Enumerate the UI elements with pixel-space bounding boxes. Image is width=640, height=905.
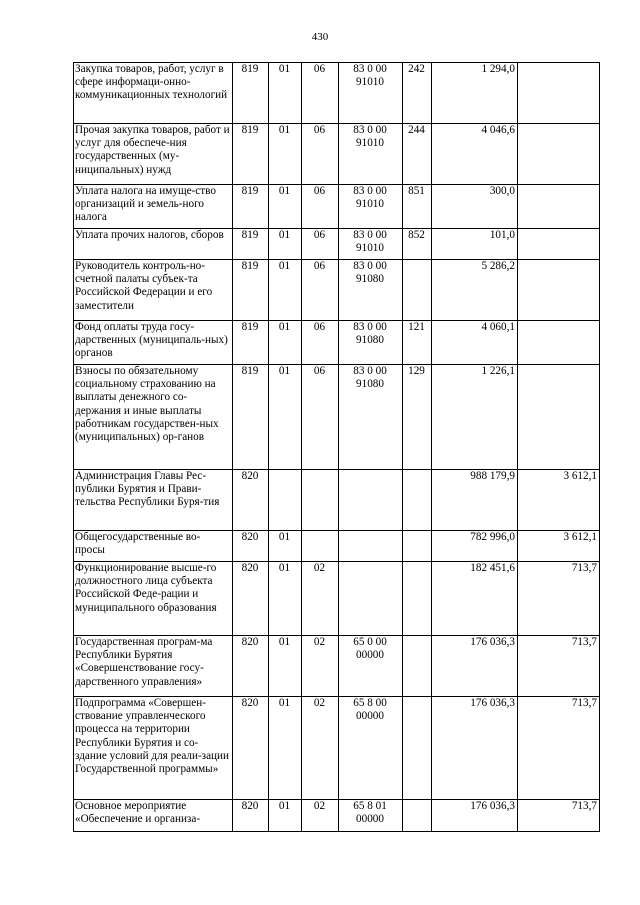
table-row — [74, 562, 600, 636]
row-name-cell: Подпрограмма «Совершен-ствование управленческого процесса на территории Республики Бурятия и со-здание условий для реали-зации Государственной программы» — [74, 697, 233, 800]
amount-cell: 176 036,3 — [432, 800, 518, 832]
row-name-cell: Государственная програм-ма Республики Бурятия «Совершенствование госу-дарственного управления» — [74, 636, 233, 697]
table-row — [74, 365, 600, 470]
admin-code-cell: 819 — [233, 321, 269, 365]
table-row — [74, 63, 600, 124]
subvention-amount-cell: 713,7 — [518, 562, 600, 636]
expense-type-cell: 851 — [403, 185, 432, 229]
row-name-cell: Прочая закупка товаров, работ и услуг для обеспече-ния государственных (му-ниципальных) нужд — [74, 124, 233, 185]
section-code-cell: 01 — [269, 185, 302, 229]
subsection-code-cell — [302, 470, 339, 531]
row-name-cell: Основное мероприятие «Обеспечение и организа- — [74, 800, 233, 832]
section-code-cell: 01 — [269, 321, 302, 365]
target-code-cell: 83 0 00 91080 — [339, 260, 403, 321]
subvention-amount-cell — [518, 185, 600, 229]
target-code-cell: 83 0 00 91010 — [339, 63, 403, 124]
subvention-amount-cell: 713,7 — [518, 800, 600, 832]
admin-code-cell: 820 — [233, 636, 269, 697]
table-row — [74, 260, 600, 321]
row-name-cell: Функционирование высше-го должностного лица субъекта Российской Феде-рации и муниципального образования — [74, 562, 233, 636]
subsection-code-cell: 06 — [302, 124, 339, 185]
subsection-code-cell — [302, 531, 339, 562]
row-name-cell: Общегосударственные во-просы — [74, 531, 233, 562]
target-code-cell: 65 8 00 00000 — [339, 697, 403, 800]
amount-cell: 300,0 — [432, 185, 518, 229]
table-row — [74, 800, 600, 832]
admin-code-cell: 819 — [233, 365, 269, 470]
table-row — [74, 321, 600, 365]
section-code-cell: 01 — [269, 365, 302, 470]
subvention-amount-cell — [518, 124, 600, 185]
subvention-amount-cell — [518, 365, 600, 470]
budget-table — [73, 62, 600, 832]
expense-type-cell — [403, 697, 432, 800]
amount-cell: 176 036,3 — [432, 697, 518, 800]
amount-cell: 182 451,6 — [432, 562, 518, 636]
amount-cell: 1 226,1 — [432, 365, 518, 470]
subsection-code-cell: 02 — [302, 800, 339, 832]
admin-code-cell: 819 — [233, 124, 269, 185]
admin-code-cell: 819 — [233, 229, 269, 260]
expense-type-cell: 121 — [403, 321, 432, 365]
subsection-code-cell: 02 — [302, 697, 339, 800]
table-row — [74, 470, 600, 531]
admin-code-cell: 819 — [233, 260, 269, 321]
amount-cell: 4 060,1 — [432, 321, 518, 365]
target-code-cell: 83 0 00 91080 — [339, 321, 403, 365]
expense-type-cell: 129 — [403, 365, 432, 470]
subvention-amount-cell — [518, 321, 600, 365]
row-name-cell: Взносы по обязательному социальному страхованию на выплаты денежного со-держания и иные выплаты работникам государствен-ных (муниципальных) ор-ганов — [74, 365, 233, 470]
admin-code-cell: 820 — [233, 800, 269, 832]
table-row — [74, 229, 600, 260]
amount-cell: 782 996,0 — [432, 531, 518, 562]
amount-cell: 1 294,0 — [432, 63, 518, 124]
admin-code-cell: 819 — [233, 63, 269, 124]
row-name-cell: Закупка товаров, работ, услуг в сфере информаци-онно-коммуникационных технологий — [74, 63, 233, 124]
expense-type-cell — [403, 562, 432, 636]
target-code-cell: 83 0 00 91080 — [339, 365, 403, 470]
row-name-cell: Руководитель контроль-но-счетной палаты субъек-та Российской Федерации и его заместители — [74, 260, 233, 321]
amount-cell: 101,0 — [432, 229, 518, 260]
subvention-amount-cell: 3 612,1 — [518, 470, 600, 531]
table-row — [74, 185, 600, 229]
subsection-code-cell: 06 — [302, 229, 339, 260]
expense-type-cell — [403, 470, 432, 531]
section-code-cell: 01 — [269, 531, 302, 562]
target-code-cell: 65 8 01 00000 — [339, 800, 403, 832]
subsection-code-cell: 06 — [302, 365, 339, 470]
expense-type-cell: 242 — [403, 63, 432, 124]
row-name-cell: Администрация Главы Рес-публики Бурятия и Прави-тельства Республики Буря-тия — [74, 470, 233, 531]
subsection-code-cell: 06 — [302, 321, 339, 365]
expense-type-cell — [403, 636, 432, 697]
section-code-cell: 01 — [269, 229, 302, 260]
subvention-amount-cell: 3 612,1 — [518, 531, 600, 562]
target-code-cell: 83 0 00 91010 — [339, 229, 403, 260]
target-code-cell — [339, 531, 403, 562]
row-name-cell: Уплата прочих налогов, сборов — [74, 229, 233, 260]
admin-code-cell: 820 — [233, 470, 269, 531]
admin-code-cell: 820 — [233, 531, 269, 562]
target-code-cell: 83 0 00 91010 — [339, 185, 403, 229]
admin-code-cell: 820 — [233, 562, 269, 636]
table-row — [74, 531, 600, 562]
section-code-cell: 01 — [269, 800, 302, 832]
amount-cell: 4 046,6 — [432, 124, 518, 185]
target-code-cell — [339, 470, 403, 531]
expense-type-cell — [403, 260, 432, 321]
section-code-cell — [269, 470, 302, 531]
expense-type-cell — [403, 531, 432, 562]
expense-type-cell: 852 — [403, 229, 432, 260]
target-code-cell: 83 0 00 91010 — [339, 124, 403, 185]
target-code-cell: 65 0 00 00000 — [339, 636, 403, 697]
table-body — [74, 63, 600, 832]
amount-cell: 5 286,2 — [432, 260, 518, 321]
subvention-amount-cell: 713,7 — [518, 636, 600, 697]
row-name-cell: Фонд оплаты труда госу-дарственных (муниципаль-ных) органов — [74, 321, 233, 365]
subvention-amount-cell: 713,7 — [518, 697, 600, 800]
table-row — [74, 636, 600, 697]
row-name-cell: Уплата налога на имуще-ство организаций и земель-ного налога — [74, 185, 233, 229]
section-code-cell: 01 — [269, 260, 302, 321]
expense-type-cell: 244 — [403, 124, 432, 185]
table-row — [74, 697, 600, 800]
subvention-amount-cell — [518, 260, 600, 321]
subsection-code-cell: 06 — [302, 63, 339, 124]
admin-code-cell: 820 — [233, 697, 269, 800]
amount-cell: 176 036,3 — [432, 636, 518, 697]
subvention-amount-cell — [518, 63, 600, 124]
admin-code-cell: 819 — [233, 185, 269, 229]
subsection-code-cell: 02 — [302, 636, 339, 697]
target-code-cell — [339, 562, 403, 636]
subsection-code-cell: 06 — [302, 260, 339, 321]
table-row — [74, 124, 600, 185]
expense-type-cell — [403, 800, 432, 832]
section-code-cell: 01 — [269, 63, 302, 124]
section-code-cell: 01 — [269, 697, 302, 800]
page-number: 430 — [311, 31, 329, 43]
section-code-cell: 01 — [269, 636, 302, 697]
section-code-cell: 01 — [269, 124, 302, 185]
amount-cell: 988 179,9 — [432, 470, 518, 531]
subvention-amount-cell — [518, 229, 600, 260]
section-code-cell: 01 — [269, 562, 302, 636]
subsection-code-cell: 02 — [302, 562, 339, 636]
subsection-code-cell: 06 — [302, 185, 339, 229]
